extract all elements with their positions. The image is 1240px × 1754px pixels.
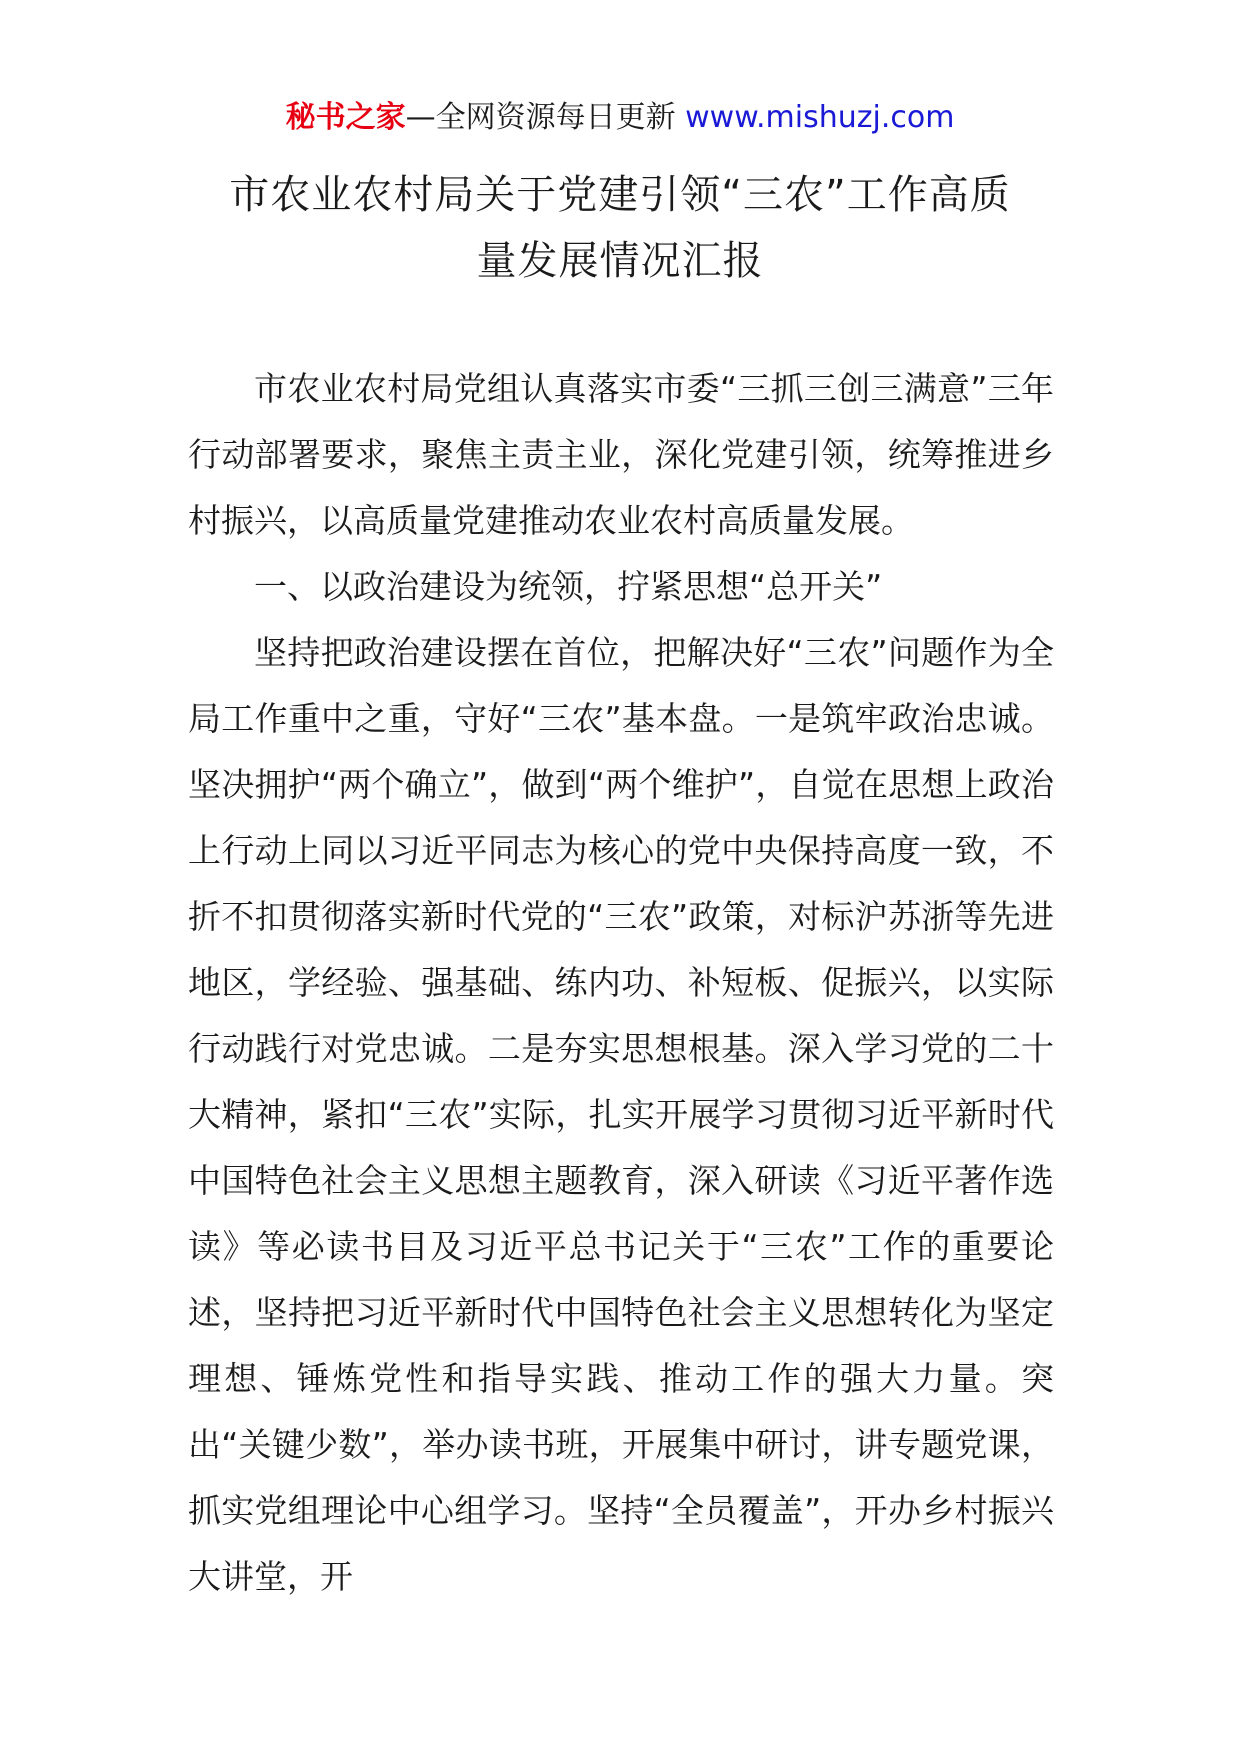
header-tagline: —全网资源每日更新	[405, 100, 686, 135]
title-line-2: 量发展情况汇报	[476, 238, 764, 284]
section-heading: 一、以政治建设为统领，拧紧思想“总开关”	[254, 567, 883, 606]
intro-paragraph: 市农业农村局党组认真落实市委“三抓三创三满意”三年行动部署要求，聚焦主责主业，深化党建引领，统筹推进乡村振兴，以高质量党建推动农业农村高质量发展。	[188, 369, 1054, 540]
site-url-link[interactable]: www.mishuzj.com	[685, 100, 955, 135]
document-title	[190, 162, 1050, 294]
title-line-1: 市农业农村局关于党建引领“三农”工作高质	[229, 172, 1011, 218]
brand-name: 秘书之家	[285, 100, 406, 135]
body-paragraph: 坚持把政治建设摆在首位，把解决好“三农”问题作为全局工作重中之重，守好“三农”基本盘。一是筑牢政治忠诚。坚决拥护“两个确立”，做到“两个维护”，自觉在思想上政治上行动上同以习近平同志为核心的党中央保持高度一致，不折不扣贯彻落实新时代党的“三农”政策，对标沪苏浙等先进地区，学经验、强基础、练内功、补短板、促振兴，以实际行动践行对党忠诚。二是夯实思想根基。深入学习党的二十大精神，紧扣“三农”实际，扎实开展学习贯彻习近平新时代中国特色社会主义思想主题教育，深入研读《习近平著作选读》等必读书目及习近平总书记关于“三农”工作的重要论述，坚持把习近平新时代中国特色社会主义思想转化为坚定理想、锤炼党性和指导实践、推动工作的强大力量。突出“关键少数”，举办读书班，开展集中研讨，讲专题党课，抓实党组理论中心组学习。坚持“全员覆盖”，开办乡村振兴大讲堂，开	[188, 633, 1054, 1596]
site-header	[0, 98, 1240, 138]
document-body	[188, 356, 1054, 1610]
